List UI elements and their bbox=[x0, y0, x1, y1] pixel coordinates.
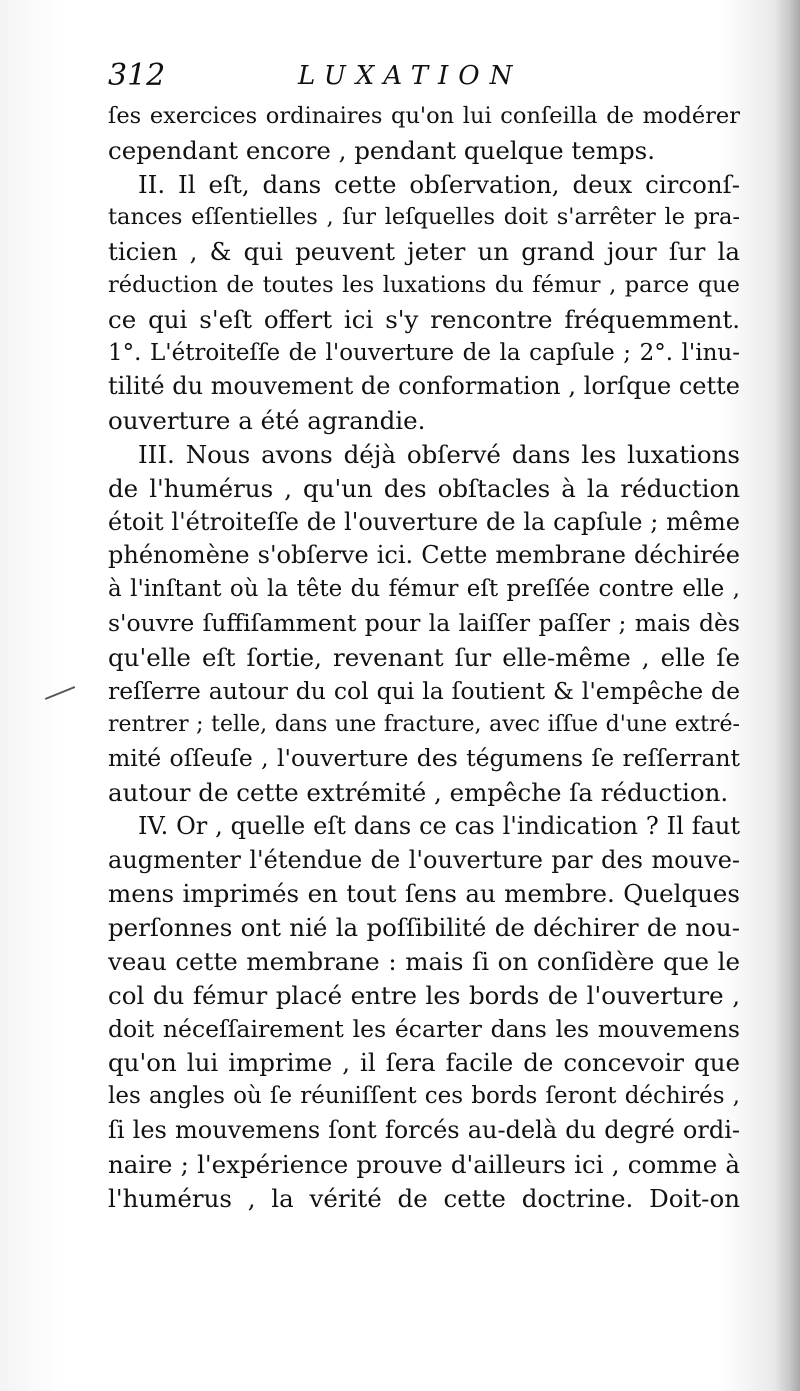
text-line: les angles où ſe réuniſſent ces bords ſeront déchirés , bbox=[108, 1083, 740, 1110]
text-line: ce qui s'eſt offert ici s'y rencontre fréquemment. bbox=[108, 304, 740, 334]
text-line: IV. Or , quelle eſt dans ce cas l'indication ? Il faut bbox=[138, 811, 740, 840]
text-line: cependant encore , pendant quelque temps. bbox=[108, 135, 656, 165]
page-edge-shadow bbox=[774, 0, 800, 1391]
text-line: ſi les mouvemens ſont forcés au-delà du degré ordi- bbox=[108, 1115, 740, 1144]
margin-mark bbox=[45, 686, 75, 700]
text-line: ticien , & qui peuvent jeter un grand jour ſur la bbox=[108, 237, 740, 267]
text-line: mité oſſeuſe , l'ouverture des tégumens ſe reſſerrant bbox=[108, 744, 740, 773]
text-line: étoit l'étroiteſſe de l'ouverture de la capſule ; même bbox=[108, 507, 740, 536]
text-line: qu'elle eſt ſortie, revenant ſur elle-même , elle ſe bbox=[108, 642, 740, 672]
text-line: veau cette membrane : mais ſi on conſidère que le bbox=[108, 946, 740, 976]
text-line: ouverture a été agrandie. bbox=[108, 406, 426, 436]
text-line: perſonnes ont nié la poſſibilité de déchirer de nou- bbox=[108, 913, 740, 943]
text-line: mens imprimés en tout ſens au membre. Quelques bbox=[108, 879, 740, 909]
text-line: l'humérus , la vérité de cette doctrine. Doit-on bbox=[108, 1183, 740, 1213]
text-line: ſes exercices ordinaires qu'on lui conſeilla de modérer bbox=[108, 103, 740, 129]
page-number: 312 bbox=[108, 58, 166, 93]
text-line: naire ; l'expérience prouve d'ailleurs ici , comme à bbox=[108, 1149, 740, 1179]
text-line: rentrer ; telle, dans une fracture, avec iſſue d'une extré- bbox=[108, 712, 740, 738]
running-title: LUXATION bbox=[298, 61, 523, 91]
text-line: reſſerre autour du col qui la ſoutient & l'empêche de bbox=[108, 676, 740, 705]
text-line: 1°. L'étroiteſſe de l'ouverture de la capſule ; 2°. l'inu- bbox=[108, 339, 740, 366]
text-line: de l'humérus , qu'un des obſtacles à la réduction bbox=[108, 473, 740, 503]
text-line: col du fémur placé entre les bords de l'ouverture , bbox=[108, 980, 740, 1010]
text-line: tilité du mouvement de conformation , lorſque cette bbox=[108, 372, 740, 401]
text-line: tances eſſentielles , ſur leſquelles doit s'arrêter le pra- bbox=[108, 204, 740, 231]
page-header bbox=[108, 56, 748, 96]
text-line: III. Nous avons déjà obſervé dans les luxations bbox=[138, 439, 740, 469]
body-text bbox=[108, 100, 740, 1215]
text-line: s'ouvre ſuffiſamment pour la laiſſer paſſer ; mais dès bbox=[108, 608, 740, 637]
text-line: autour de cette extrémité , empêche ſa réduction. bbox=[108, 777, 729, 807]
text-line: doit néceſſairement les écarter dans les mouvemens bbox=[108, 1014, 740, 1043]
text-line: augmenter l'étendue de l'ouverture par des mouve- bbox=[108, 845, 740, 874]
text-line: phénomène s'obſerve ici. Cette membrane déchirée bbox=[108, 541, 740, 570]
text-line: qu'on lui imprime , il ſera facile de concevoir que bbox=[108, 1048, 740, 1078]
text-line: II. Il eſt, dans cette obſervation, deux circonſ- bbox=[138, 169, 740, 199]
text-line: à l'inſtant où la tête du fémur eſt preſſée contre elle , bbox=[108, 576, 740, 603]
text-line: réduction de toutes les luxations du fémur , parce que bbox=[108, 271, 740, 298]
